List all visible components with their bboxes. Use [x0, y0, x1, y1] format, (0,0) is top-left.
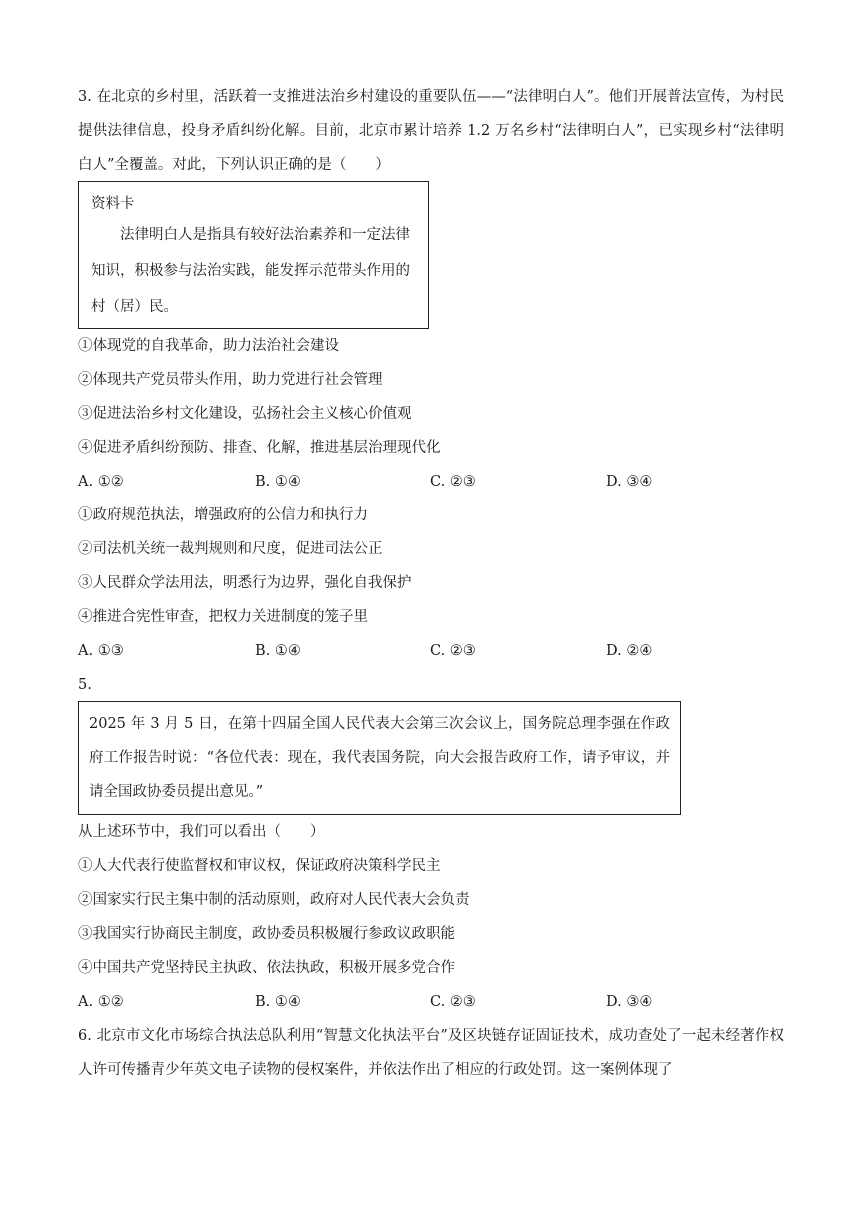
q6-stem: 6. 北京市文化市场综合执法总队利用“智慧文化执法平台”及区块链存证固证技术，成功查处了一起未经著作权人许可传播青少年英文电子读物的侵权案件，并依法作出了相应的行政处罚。这一案例体现了	[78, 1028, 784, 1078]
q4-item-3: ③人民群众学法用法，明悉行为边界，强化自我保护	[78, 575, 412, 591]
q4-option-c: C. ②③	[430, 643, 476, 659]
q3-item-4: ④促进矛盾纠纷预防、排查、化解，推进基层治理现代化	[78, 440, 441, 456]
q3-material-card	[78, 181, 429, 329]
q5-item-1: ①人大代表行使监督权和审议权，保证政府决策科学民主	[78, 858, 441, 874]
q5-item-3: ③我国实行协商民主制度，政协委员积极履行参政议政职能	[78, 926, 455, 942]
q4-option-d: D. ②④	[606, 643, 653, 659]
q4-options	[78, 641, 784, 661]
q4-item-4: ④推进合宪性审查，把权力关进制度的笼子里	[78, 609, 368, 625]
q5-option-c: C. ②③	[430, 994, 476, 1010]
q3-options	[78, 472, 784, 492]
q3-option-c: C. ②③	[430, 474, 476, 490]
q4-item-1: ①政府规范执法，增强政府的公信力和执行力	[78, 507, 368, 523]
q5-option-a: A. ①②	[78, 994, 124, 1010]
q3-item-2: ②体现共产党员带头作用，助力党进行社会管理	[78, 372, 383, 388]
q5-option-b: B. ①④	[255, 994, 301, 1010]
q5-material-box	[78, 701, 681, 815]
q3-card-title: 资料卡	[91, 196, 135, 212]
q3-option-a: A. ①②	[78, 474, 124, 490]
q4-option-b: B. ①④	[255, 643, 301, 659]
q5-item-4: ④中国共产党坚持民主执政、依法执政，积极开展多党合作	[78, 960, 455, 976]
q3-card-body: 法律明白人是指具有较好法治素养和一定法律知识，积极参与法治实践，能发挥示范带头作用的村（居）民。	[91, 227, 410, 315]
q3-item-3: ③促进法治乡村文化建设，弘扬社会主义核心价值观	[78, 406, 412, 422]
q4-item-2: ②司法机关统一裁判规则和尺度，促进司法公正	[78, 541, 383, 557]
q5-options	[78, 992, 784, 1012]
q5-number: 5.	[78, 677, 92, 693]
q5-item-2: ②国家实行民主集中制的活动原则，政府对人民代表大会负责	[78, 892, 470, 908]
q3-option-d: D. ③④	[606, 474, 653, 490]
q5-option-d: D. ③④	[606, 994, 653, 1010]
q3-stem: 3. 在北京的乡村里，活跃着一支推进法治乡村建设的重要队伍——“法律明白人”。他们开展普法宣传，为村民提供法律信息，投身矛盾纠纷化解。目前，北京市累计培养 1.2 万名乡村“法律明白人”，已实现乡村“法律明白人”全覆盖。对此，下列认识正确的是（ ）	[78, 89, 784, 173]
q5-box-text: 2025 年 3 月 5 日，在第十四届全国人民代表大会第三次会议上，国务院总理李强在作政府工作报告时说：“各位代表：现在，我代表国务院，向大会报告政府工作，请予审议，并请全国政协委员提出意见。”	[89, 716, 670, 800]
q3-item-1: ①体现党的自我革命，助力法治社会建设	[78, 338, 339, 354]
q4-option-a: A. ①③	[78, 643, 124, 659]
q5-prompt: 从上述环节中，我们可以看出（ ）	[78, 824, 325, 840]
q3-option-b: B. ①④	[255, 474, 301, 490]
